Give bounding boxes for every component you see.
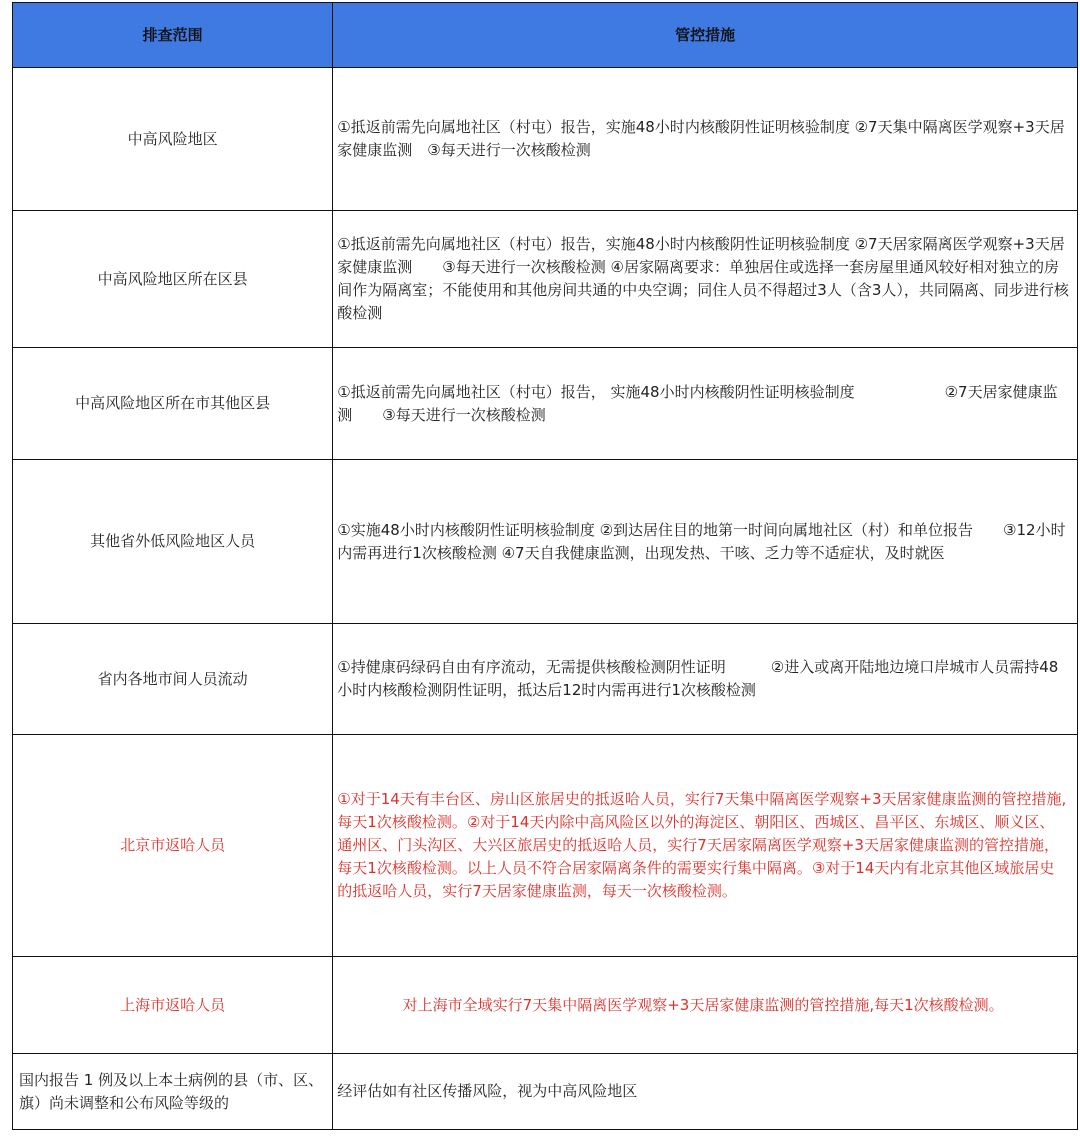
row-measures-cell: 经评估如有社区传播风险，视为中高风险地区 (333, 1054, 1078, 1130)
row-measures-cell: ①持健康码绿码自由有序流动，无需提供核酸检测阴性证明 ②进入或离开陆地边境口岸城市人员需持48小时内核酸检测阴性证明，抵达后12时内需再进行1次核酸检测 (333, 624, 1078, 735)
row-measures-cell: ①抵返前需先向属地社区（村屯）报告，实施48小时内核酸阴性证明核验制度 ②7天居家隔离医学观察+3天居家健康监测 ③每天进行一次核酸检测 ④居家隔离要求：单独居住或选择一套房屋里通风较好相对独立的房间作为隔离室；不能使用和其他房间共通的中央空调；同住人员不得超过3人（含3人），共同隔离、同步进行核酸检测 (333, 211, 1078, 348)
table-row (13, 624, 1078, 735)
control-measures-table-wrapper (12, 2, 1078, 1130)
table-row (13, 68, 1078, 211)
table-header-row (13, 3, 1078, 68)
row-scope-cell: 北京市返哈人员 (13, 735, 333, 957)
table-row (13, 211, 1078, 348)
table-row (13, 460, 1078, 624)
table-row (13, 1054, 1078, 1130)
table-row (13, 348, 1078, 460)
row-scope-cell: 中高风险地区 (13, 68, 333, 211)
row-scope-cell: 其他省外低风险地区人员 (13, 460, 333, 624)
row-measures-cell: ①抵返前需先向属地社区（村屯）报告， 实施48小时内核酸阴性证明核验制度 ②7天居家健康监测 ③每天进行一次核酸检测 (333, 348, 1078, 460)
row-measures-cell: 对上海市全域实行7天集中隔离医学观察+3天居家健康监测的管控措施,每天1次核酸检测。 (333, 957, 1078, 1054)
header-scope: 排查范围 (13, 3, 333, 68)
row-scope-cell: 上海市返哈人员 (13, 957, 333, 1054)
table-row (13, 735, 1078, 957)
table-row (13, 957, 1078, 1054)
header-measures: 管控措施 (333, 3, 1078, 68)
row-scope-cell: 国内报告 1 例及以上本土病例的县（市、区、旗）尚未调整和公布风险等级的 (13, 1054, 333, 1130)
row-scope-cell: 中高风险地区所在市其他区县 (13, 348, 333, 460)
row-measures-cell: ①实施48小时内核酸阴性证明核验制度 ②到达居住目的地第一时间向属地社区（村）和单位报告 ③12小时内需再进行1次核酸检测 ④7天自我健康监测，出现发热、干咳、乏力等不适症状，及时就医 (333, 460, 1078, 624)
row-measures-cell: ①抵返前需先向属地社区（村屯）报告，实施48小时内核酸阴性证明核验制度 ②7天集中隔离医学观察+3天居家健康监测 ③每天进行一次核酸检测 (333, 68, 1078, 211)
row-measures-cell: ①对于14天有丰台区、房山区旅居史的抵返哈人员，实行7天集中隔离医学观察+3天居家健康监测的管控措施,每天1次核酸检测。②对于14天内除中高风险区以外的海淀区、朝阳区、西城区、昌平区、东城区、顺义区、通州区、门头沟区、大兴区旅居史的抵返哈人员，实行7天居家隔离医学观察+3天居家健康监测的管控措施，每天1次核酸检测。以上人员不符合居家隔离条件的需要实行集中隔离。③对于14天内有北京其他区域旅居史的抵返哈人员，实行7天居家健康监测，每天一次核酸检测。 (333, 735, 1078, 957)
control-measures-table (12, 2, 1078, 1130)
row-scope-cell: 中高风险地区所在区县 (13, 211, 333, 348)
row-scope-cell: 省内各地市间人员流动 (13, 624, 333, 735)
